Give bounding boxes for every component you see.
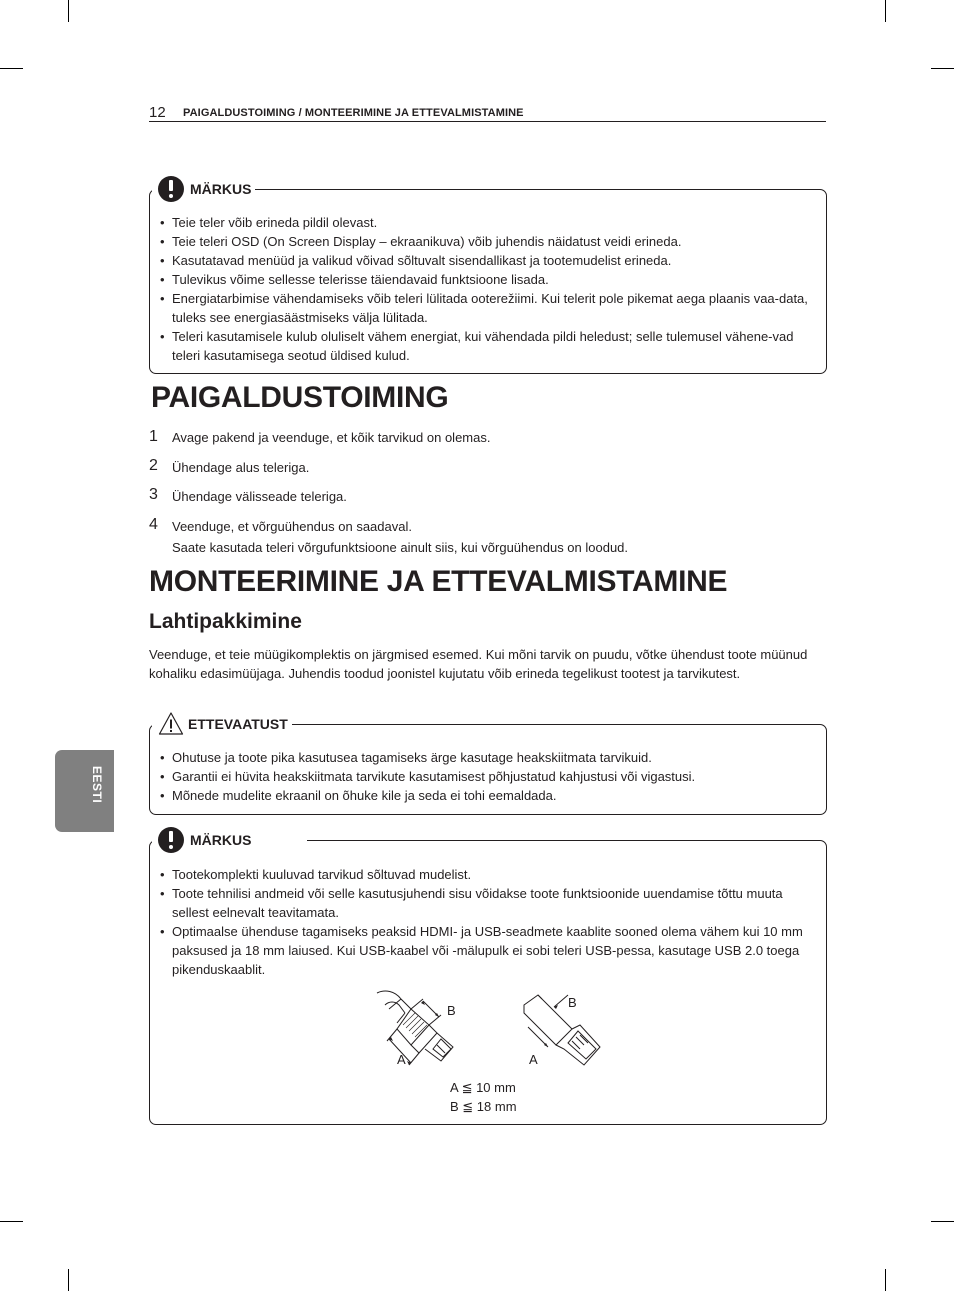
note-label: MÄRKUS [190, 832, 252, 848]
figure-label-a: A [529, 1052, 538, 1067]
step-text: Avage pakend ja veenduge, et kõik tarvikud on olemas. [172, 430, 491, 445]
note-item: • Optimaalse ühenduse tagamiseks peaksid HDMI- ja USB-seadmete kaablite sooned olema vähem kui 10 mm paksused ja 18 mm laiused. Kui USB-kaabel või -mälupulk ei sobi teleri USB-pessa, kasutage USB 2.0 toega pikenduskaablit. [160, 922, 814, 979]
note-box-header [152, 827, 307, 853]
warning-icon [158, 711, 184, 736]
figure-label-b: B [568, 995, 577, 1010]
dimension-a: A ≦ 10 mm [450, 1080, 516, 1095]
note-box [149, 832, 827, 1125]
note-item: • Tootekomplekti kuuluvad tarvikud sõltuvad mudelist. [160, 865, 814, 884]
step-text: Veenduge, et võrguühendus on saadaval. [172, 519, 412, 534]
caution-list [160, 748, 814, 805]
note-item: • Teleri kasutamisele kulub oluliselt vähem energiat, kui vähendada pildi heledust; selle tulemusel vähene-vad teleri kasutamisega seotud üldised kulud. [160, 327, 814, 365]
crop-mark [885, 1269, 886, 1291]
crop-mark [931, 68, 954, 69]
step-number: 2 [149, 457, 158, 474]
step-number: 4 [149, 516, 158, 533]
figure-label-a: A [397, 1052, 406, 1067]
note-label: MÄRKUS [190, 181, 252, 197]
step-text: Ühendage välisseade teleriga. [172, 489, 347, 504]
step-number: 1 [149, 428, 158, 445]
figure-label-b: B [447, 1003, 456, 1018]
unpacking-subheading: Lahtipakkimine [149, 610, 302, 633]
crop-mark [68, 1269, 69, 1291]
language-tab-label: EESTI [90, 766, 104, 804]
header-rule [149, 121, 826, 122]
caution-item: • Ohutuse ja toote pika kasutusea tagamiseks ärge kasutage heakskiitmata tarvikuid. [160, 748, 814, 767]
crop-mark [0, 68, 23, 69]
note-item: • Teie teler võib erineda pildil olevast. [160, 213, 814, 232]
note-item: • Tulevikus võime sellesse telerisse täiendavaid funktsioone lisada. [160, 270, 814, 289]
crop-mark [885, 0, 886, 22]
note-box-header [152, 176, 255, 202]
note-item: • Kasutatavad menüüd ja valikud võivad sõltuvalt sisendallikast ja tootemudelist erineda. [160, 251, 814, 270]
note-box [149, 181, 827, 374]
hdmi-cable-illustration [375, 987, 485, 1073]
page-number: 12 [149, 104, 166, 121]
crop-mark [68, 0, 69, 22]
exclamation-icon [158, 827, 184, 853]
step-subtext: Saate kasutada teleri võrgufunktsioone ainult siis, kui võrguühendus on loodud. [172, 540, 629, 555]
step-text: Ühendage alus teleriga. [172, 460, 310, 475]
step-number: 3 [149, 486, 158, 503]
caution-item: • Garantii ei hüvita heakskiitmata tarvikute kasutamisest põhjustatud kahjustusi või vigastusi. [160, 767, 814, 786]
language-tab [55, 750, 114, 832]
note-item: • Teie teleri OSD (On Screen Display – ekraanikuva) võib juhendis näidatust veidi erineda. [160, 232, 814, 251]
caution-label: ETTEVAATUST [188, 715, 288, 732]
unpacking-paragraph: Veenduge, et teie müügikomplektis on järgmised esemed. Kui mõni tarvik on puudu, võtke ühendust toote müünud kohaliku edasimüüjaga. Juhendis toodud joonistel kujutatu võib erineda tegelikust tootest ja tarvikutest. [149, 647, 808, 681]
caution-box [149, 715, 827, 815]
assembly-heading: MONTEERIMINE JA ETTEVALMISTAMINE [149, 565, 728, 598]
note-list [160, 213, 814, 365]
note-item: • Energiatarbimise vähendamiseks võib teleri lülitada ooterežiimi. Kui telerit pole pikemat aega plaanis vaa-data, tuleks see energiasäästmiseks välja lülitada. [160, 289, 814, 327]
dimension-b: B ≦ 18 mm [450, 1099, 517, 1114]
caution-box-header [152, 711, 292, 736]
note-list [160, 865, 814, 979]
crop-mark [931, 1221, 954, 1222]
exclamation-icon [158, 176, 184, 202]
note-item: • Toote tehnilisi andmeid või selle kasutusjuhendi sisu võidakse toote funktsioonide uuendamise tõttu muuta sellest eelnevalt teavitamata. [160, 884, 814, 922]
caution-item: • Mõnede mudelite ekraanil on õhuke kile ja seda ei tohi eemaldada. [160, 786, 814, 805]
running-header: PAIGALDUSTOIMING / MONTEERIMINE JA ETTEVALMISTAMINE [183, 107, 524, 119]
crop-mark [0, 1221, 23, 1222]
install-heading: PAIGALDUSTOIMING [151, 381, 449, 414]
